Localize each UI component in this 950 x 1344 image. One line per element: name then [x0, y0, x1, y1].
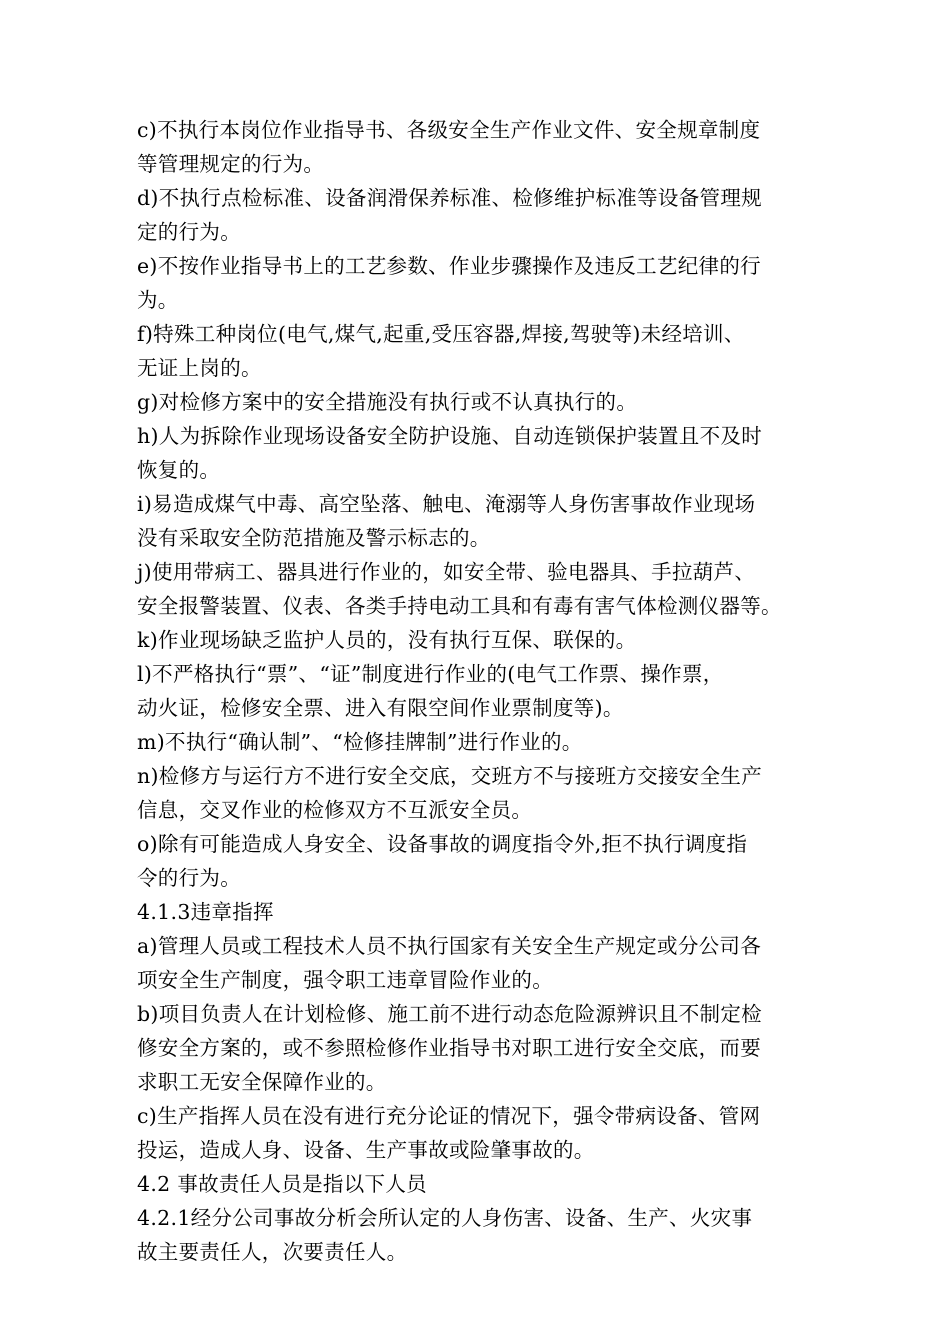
text-line: 没有采取安全防范措施及警示标志的。: [137, 526, 491, 550]
text-line: 令的行为。: [137, 866, 241, 890]
text-line: 安全报警装置、仪表、各类手持电动工具和有毒有害气体检测仪器等。: [137, 594, 782, 618]
text-line: 动火证，检修安全票、进入有限空间作业票制度等)。: [137, 696, 624, 720]
text-line: d)不执行点检标准、设备润滑保养标准、检修维护标准等设备管理规: [137, 186, 762, 210]
text-line: 求职工无安全保障作业的。: [137, 1070, 387, 1094]
text-line: a)管理人员或工程技术人员不执行国家有关安全生产规定或分公司各: [137, 934, 762, 958]
text-line: 项安全生产制度，强令职工违章冒险作业的。: [137, 968, 553, 992]
text-line: i)易造成煤气中毒、高空坠落、触电、淹溺等人身伤害事故作业现场: [137, 492, 756, 516]
text-line: k)作业现场缺乏监护人员的，没有执行互保、联保的。: [137, 628, 637, 652]
text-line: 修安全方案的，或不参照检修作业指导书对职工进行安全交底，而要: [137, 1036, 761, 1060]
text-line: 信息，交叉作业的检修双方不互派安全员。: [137, 798, 533, 822]
text-line: 定的行为。: [137, 220, 241, 244]
text-line: b)项目负责人在计划检修、施工前不进行动态危险源辨识且不制定检: [137, 1002, 762, 1026]
section-heading: 4.1.3违章指挥: [137, 900, 274, 924]
document-body: [137, 113, 827, 1269]
text-line: f)特殊工种岗位(电气,煤气,起重,受压容器,焊接,驾驶等)未经培训、: [137, 322, 745, 346]
text-line: h)人为拆除作业现场设备安全防护设施、自动连锁保护装置且不及时: [137, 424, 762, 448]
text-line: o)除有可能造成人身安全、设备事故的调度指令外,拒不执行调度指: [137, 832, 748, 856]
text-line: 故主要责任人，次要责任人。: [137, 1240, 408, 1264]
text-line: l)不严格执行“票”、“证”制度进行作业的(电气工作票、操作票，: [137, 662, 724, 686]
text-line: 4.2.1经分公司事故分析会所认定的人身伤害、设备、生产、火灾事: [137, 1206, 753, 1230]
text-line: 无证上岗的。: [137, 356, 262, 380]
text-line: 等管理规定的行为。: [137, 152, 325, 176]
text-line: c)不执行本岗位作业指导书、各级安全生产作业文件、安全规章制度: [137, 118, 761, 142]
text-line: g)对检修方案中的安全措施没有执行或不认真执行的。: [137, 390, 638, 414]
text-line: 恢复的。: [137, 458, 221, 482]
text-line: 投运，造成人身、设备、生产事故或险肇事故的。: [137, 1138, 595, 1162]
text-line: c)生产指挥人员在没有进行充分论证的情况下，强令带病设备、管网: [137, 1104, 761, 1128]
text-line: j)使用带病工、器具进行作业的，如安全带、验电器具、手拉葫芦、: [137, 560, 756, 584]
text-line: e)不按作业指导书上的工艺参数、作业步骤操作及违反工艺纪律的行: [137, 254, 761, 278]
text-line: m)不执行“确认制”、“检修挂牌制”进行作业的。: [137, 730, 583, 754]
text-line: n)检修方与运行方不进行安全交底，交班方不与接班方交接安全生产: [137, 764, 762, 788]
section-heading: 4.2 事故责任人员是指以下人员: [137, 1172, 427, 1196]
text-line: 为。: [137, 288, 179, 312]
